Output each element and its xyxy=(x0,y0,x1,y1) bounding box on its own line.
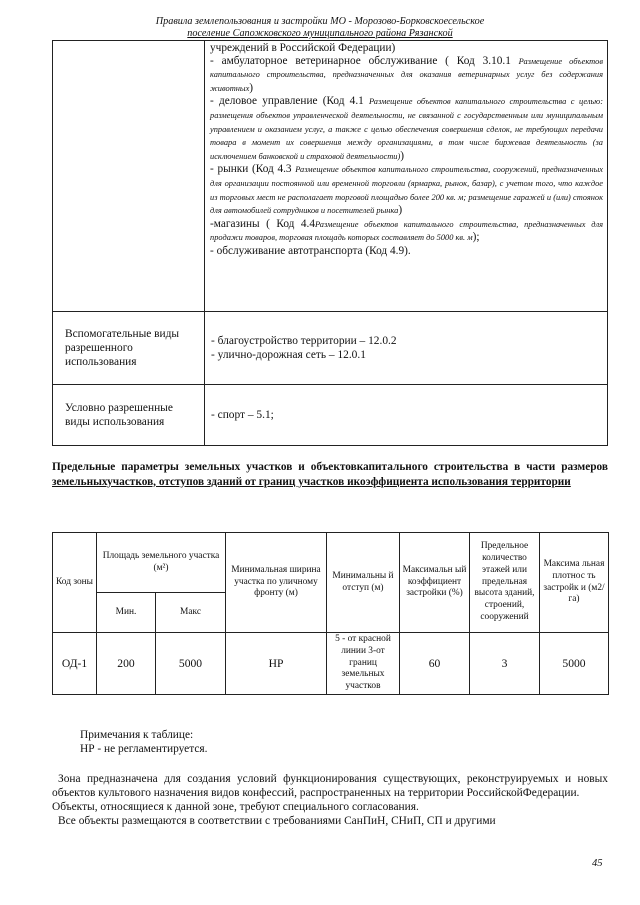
header-area: Площадь земельного участка (м²) xyxy=(97,533,226,593)
header-max-floors: Предельное количество этажей или предельная высота зданий, строений, сооружений xyxy=(470,533,540,633)
header-line-2: поселение Сапожковского муниципального района Рязанской xyxy=(187,28,453,39)
conditional-uses-title: Условно разрешенные виды использования xyxy=(53,385,205,446)
body-paragraph: Все объекты размещаются в соответствии с требованиями СанПиН, СНиП, СП и другими xyxy=(58,815,496,827)
conditional-uses-row xyxy=(53,385,608,446)
cell-max-coefficient: 60 xyxy=(400,633,470,695)
page-header xyxy=(0,16,640,40)
auxiliary-item: - улично-дорожная сеть – 12.0.1 xyxy=(211,349,366,361)
header-min-width: Минимальная ширина участка по уличному фронту (м) xyxy=(226,533,327,633)
auxiliary-uses-cell xyxy=(205,312,608,385)
auxiliary-item: - благоустройство территории – 12.0.2 xyxy=(211,335,397,347)
permitted-intro: учреждений в Российской Федерации) xyxy=(210,42,396,54)
permitted-item: - рынки (Код 4.3 Размещение объектов капитального строительства, сооружений, предназначенных для организации постоянной или временной торговли (ярмарка, рынок, базар), с учетом того, что каждое из торговых мест не располагает торговой площадью более 200 кв. м; размещение гаражей и (или) стоянок для автомобилей сотрудников и посетителей рынка) xyxy=(210,163,603,217)
permitted-uses-cell xyxy=(205,41,608,312)
header-row xyxy=(53,533,609,593)
header-line-1: Правила землепользования и застройки МО - Морозово-Борковскоесельское xyxy=(155,16,485,27)
header-max-coefficient: Максимальн ый коэффициент застройки (%) xyxy=(400,533,470,633)
permitted-uses-label-cell xyxy=(53,41,205,312)
permitted-item: - деловое управление (Код 4.1 Размещение объектов капитального строительства с целью: размещения объектов управленческой деятельности, не связанной с государственным или муниципальным управлением и оказанием услуг, а также с целью обеспечения совершения сделок, не требующих передачи товара в момент их совершения между организациями, в том числе биржевая деятельность (за исключением банковской и страховой деятельности)) xyxy=(210,95,604,162)
page-number: 45 xyxy=(592,858,603,869)
permitted-item: - амбулаторное ветеринарное обслуживание ( Код 3.10.1 Размещение объектов капитального строительства, предназначенных для оказания ветеринарных услуг без содержания животных) xyxy=(210,54,603,94)
parameters-table xyxy=(52,532,609,695)
permitted-last-item: - обслуживание автотранспорта (Код 4.9). xyxy=(210,244,411,257)
header-zone-code: Код зоны xyxy=(53,533,97,633)
table-notes xyxy=(80,728,207,756)
notes-title: Примечания к таблице: xyxy=(80,729,194,741)
permitted-item: -магазины ( Код 4.4Размещение объектов капитального строительства, предназначенных для продажи товаров, торговая площадь которых составляет до 5000 кв. м); xyxy=(210,217,603,244)
notes-text: НР - не регламентируется. xyxy=(80,743,208,755)
cell-max-density: 5000 xyxy=(540,633,609,695)
header-area-max: Макс xyxy=(156,593,226,633)
permitted-uses-row xyxy=(53,41,608,312)
zone-description xyxy=(52,772,608,828)
cell-zone-code: ОД-1 xyxy=(53,633,97,695)
cell-area-min: 200 xyxy=(97,633,156,695)
cell-min-width: НР xyxy=(226,633,327,695)
table-row xyxy=(53,633,609,695)
cell-max-floors: 3 xyxy=(470,633,540,695)
cell-area-max: 5000 xyxy=(156,633,226,695)
section-title: Предельные параметры земельных участков и объектовкапитального строительства в части размеров земельныхучастков, отступов зданий от границ участков икоэффициента использования территории xyxy=(52,461,608,488)
header-area-min: Мин. xyxy=(97,593,156,633)
cell-min-indent: 5 - от красной линии 3-от границ земельных участков xyxy=(327,633,400,695)
header-min-indent: Минимальны й отступ (м) xyxy=(327,533,400,633)
body-paragraph: Зона предназначена для создания условий функционирования существующих, реконструируемых и новых объектов культового назначения видов конфессий, распространенных на территории РоссийскойФедерации. xyxy=(52,773,608,799)
conditional-uses-item: - спорт – 5.1; xyxy=(205,385,608,446)
auxiliary-uses-row xyxy=(53,312,608,385)
header-max-density: Максима льная плотнос ть застройк и (м2/га) xyxy=(540,533,609,633)
body-paragraph: Объекты, относящиеся к данной зоне, требуют специального согласования. xyxy=(52,801,419,813)
auxiliary-uses-title: Вспомогательные виды разрешенного использования xyxy=(53,312,205,385)
land-use-table xyxy=(52,40,608,446)
